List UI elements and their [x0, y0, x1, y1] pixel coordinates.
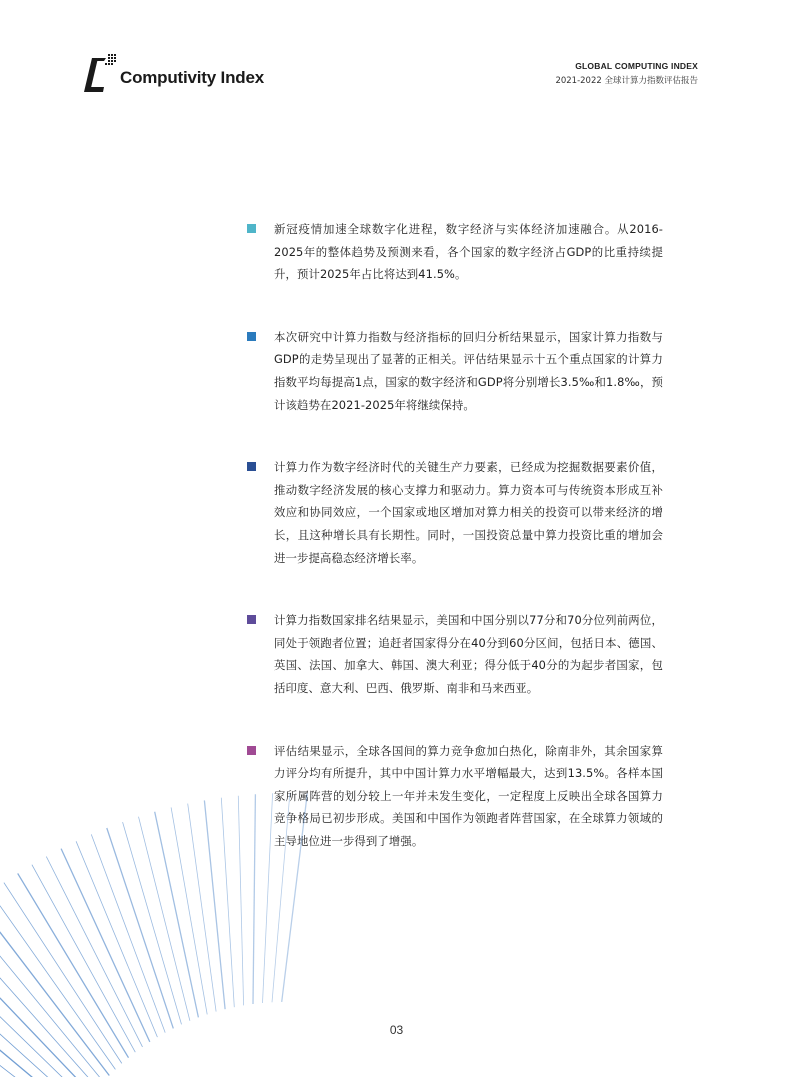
decorative-line	[263, 793, 273, 1003]
report-subtitle: 2021-2022 全球计算力指数评估报告	[555, 76, 698, 86]
finding-item	[243, 456, 663, 569]
finding-text: 本次研究中计算力指数与经济指标的回归分析结果显示，国家计算力指数与GDP的走势呈现出了显著的正相关。评估结果显示十五个重点国家的计算力指数平均每提高1点，国家的数字经济和GDP将分别增长3.5‰和1.8‰，预计该趋势在2021-2025年将继续保持。	[274, 329, 663, 412]
finding-item	[243, 218, 663, 286]
finding-text: 计算力作为数字经济时代的关键生产力要素，已经成为挖掘数据要素价值，推动数字经济发展的核心支撑力和驱动力。算力资本可与传统资本形成互补效应和协同效应，一个国家或地区增加对算力相关的投资可以带来经济的增长，且这种增长具有长期性。同时，一国投资总量中算力投资比重的增加会进一步提高稳态经济增长率。	[274, 460, 663, 565]
report-header	[555, 61, 698, 88]
decorative-line	[282, 794, 308, 1002]
decorative-line	[204, 800, 225, 1009]
finding-text: 计算力指数国家排名结果显示，美国和中国分别以77分和70分位列前两位，同处于领跑者位置；追赶者国家得分在40分到60分区间，包括日本、德国、英国、法国、加拿大、韩国、澳大利亚；得分低于40分的为起步者国家，包括印度、意大利、巴西、俄罗斯、南非和马来西亚。	[274, 613, 663, 695]
decorative-line	[272, 793, 290, 1002]
decorative-line	[139, 817, 190, 1021]
report-title: GLOBAL COMPUTING INDEX	[575, 61, 698, 71]
decorative-line	[171, 807, 207, 1014]
decorative-line	[221, 798, 234, 1008]
bullet-square-icon	[247, 462, 256, 471]
decorative-line	[107, 828, 174, 1028]
brand-logo	[84, 52, 284, 98]
decorative-line	[123, 822, 182, 1024]
bullet-square-icon	[247, 224, 256, 233]
finding-text: 新冠疫情加速全球数字化进程，数字经济与实体经济加速融合。从2016-2025年的整体趋势及预测来看，各个国家的数字经济占GDP的比重持续提升，预计2025年占比将达到41.5%。	[274, 222, 663, 282]
decorative-line	[0, 923, 98, 1077]
decorative-line	[155, 812, 199, 1018]
finding-text: 评估结果显示，全球各国间的算力竞争愈加白热化，除南非外，其余国家算力评分均有所提升，其中中国计算力水平增幅最大，达到13.5%。各样本国家所属阵营的划分较上一年并未发生变化，一定程度上反映出全球各国算力竞争格局已初步形成。美国和中国作为领跑者阵营国家，在全球算力领域的主导地位进一步得到了增强。	[274, 743, 663, 848]
decorative-line	[91, 834, 165, 1032]
finding-item	[243, 609, 663, 699]
decorative-line	[188, 804, 216, 1012]
logo-wordmark: Computivity Index	[120, 68, 264, 87]
bullet-square-icon	[247, 615, 256, 624]
finding-item	[243, 326, 663, 416]
decorative-line	[0, 902, 109, 1075]
bullet-square-icon	[247, 332, 256, 341]
decorative-line	[238, 796, 243, 1006]
decorative-line	[0, 934, 93, 1077]
key-findings-list	[243, 218, 663, 852]
bullet-square-icon	[247, 746, 256, 755]
decorative-line	[0, 958, 83, 1077]
page-number: 03	[389, 1023, 404, 1037]
decorative-line	[0, 1066, 56, 1077]
decorative-line	[253, 794, 255, 1004]
logo-c-icon	[84, 52, 124, 98]
decorative-line	[0, 1051, 58, 1077]
decorative-line	[61, 849, 150, 1042]
